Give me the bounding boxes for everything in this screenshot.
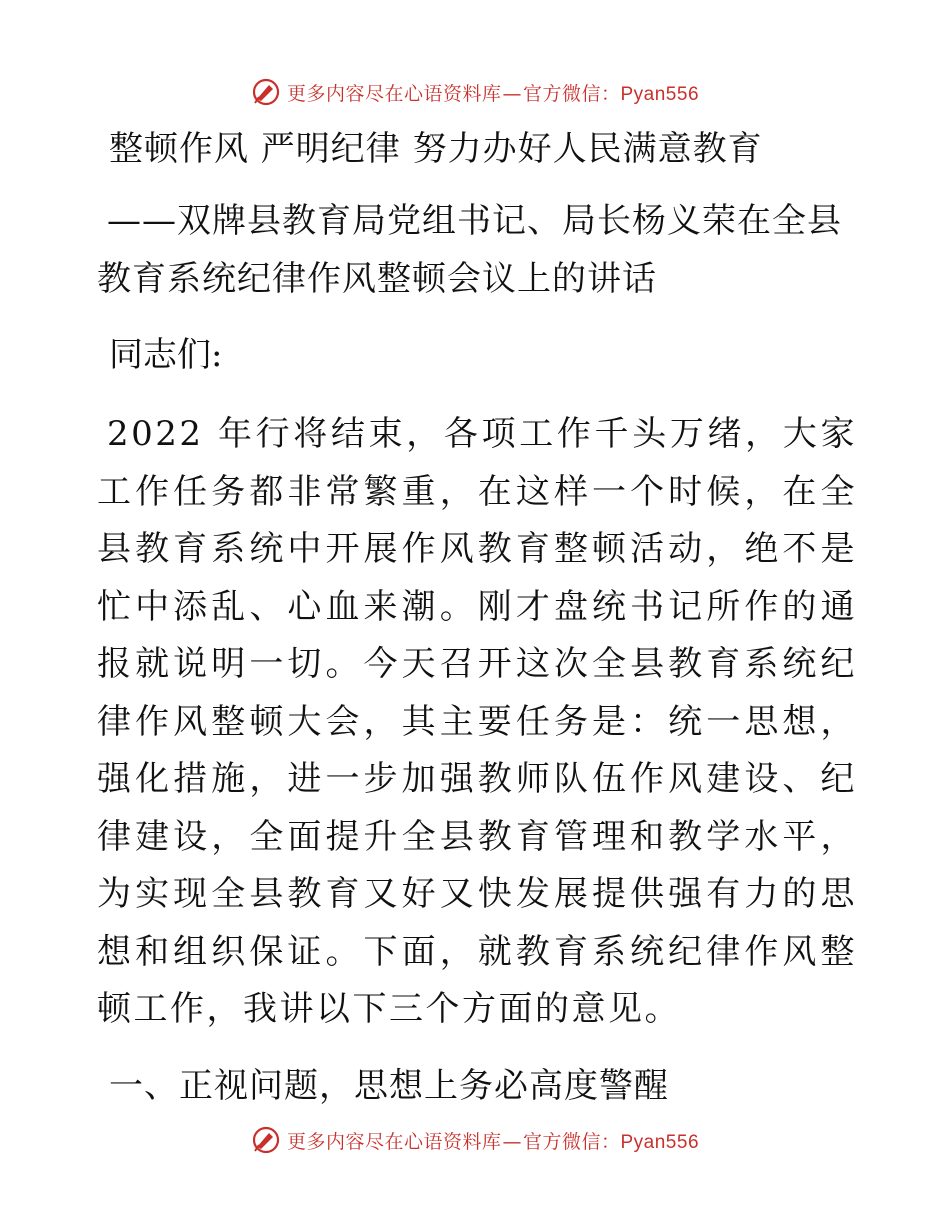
document-subtitle: ——双牌县教育局党组书记、局长杨义荣在全县教育系统纪律作风整顿会议上的讲话: [97, 201, 842, 299]
pen-nib-logo-icon: [251, 1125, 281, 1155]
watermark-text: 更多内容尽在心语资料库—官方微信：Pyan556: [286, 1130, 700, 1153]
document-title: 整顿作风 严明纪律 努力办好人民满意教育: [109, 129, 763, 169]
pen-nib-logo-icon: [251, 77, 281, 107]
salutation: 同志们:: [109, 335, 223, 375]
header-watermark: [0, 72, 950, 112]
footer-watermark: [0, 1120, 950, 1160]
section-heading: 一、正视问题，思想上务必高度警醒: [109, 1065, 669, 1106]
watermark-text: 更多内容尽在心语资料库—官方微信：Pyan556: [286, 82, 700, 105]
document-body: [97, 120, 857, 1115]
body-paragraph: 2022 年行将结束，各项工作千头万绪，大家工作任务都非常繁重，在这样一个时候，在全县教育系统中开展作风教育整顿活动，绝不是忙中添乱、心血来潮。刚才盘统书记所作的通报就说明一切。今天召开这次全县教育系统纪律作风整顿大会，其主要任务是：统一思想，强化措施，进一步加强教师队伍作风建设、纪律建设，全面提升全县教育管理和教学水平，为实现全县教育又好又快发展提供强有力的思想和组织保证。下面，就教育系统纪律作风整顿工作，我讲以下三个方面的意见。: [97, 414, 857, 1029]
